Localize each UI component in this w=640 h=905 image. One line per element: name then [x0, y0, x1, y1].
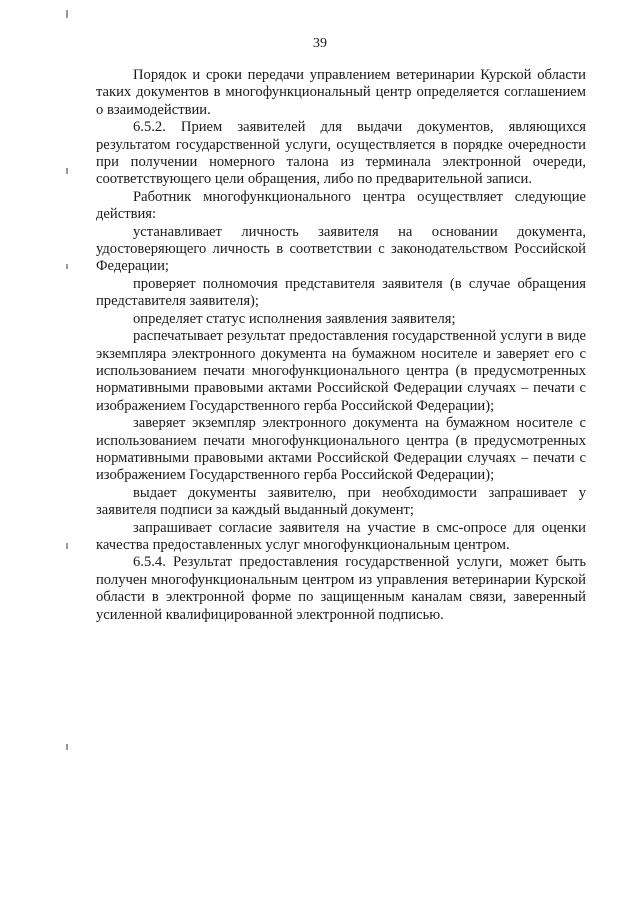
page-number: 39 — [313, 36, 327, 51]
paragraph-mfc-actions: Работник многофункционального центра осуществляет следующие действия: — [96, 188, 586, 223]
scan-mark — [66, 543, 68, 549]
document-body — [96, 67, 586, 624]
list-item-print-result: распечатывает результат предоставления государственной услуги в виде экземпляра электронного документа на бумажном носителе и заверяет его с использованием печати многофункционального центра (в предусмотренных нормативными правовыми актами Российской Федерации случаях – печати с изображением Государственного герба Российской Федерации); — [96, 328, 586, 414]
paragraph-transfer-terms: Порядок и сроки передачи управлением ветеринарии Курской области таких документов в многофункциональный центр определяется соглашением о взаимодействии. — [96, 67, 586, 118]
list-item-certify-copy: заверяет экземпляр электронного документа на бумажном носителе с использованием печати многофункционального центра (в предусмотренных нормативными правовыми актами Российской Федерации случаях – печати с изображением Государственного герба Российской Федерации); — [96, 415, 586, 484]
scan-mark — [66, 264, 68, 269]
list-item-check-authority: проверяет полномочия представителя заявителя (в случае обращения представителя заявителя); — [96, 275, 586, 310]
paragraph-6-5-4: 6.5.4. Результат предоставления государственной услуги, может быть получен многофункциональным центром из управления ветеринарии Курской области в электронной форме по защищенным каналам связи, заверенный усиленной квалифицированной электронной подписью. — [96, 554, 586, 623]
scan-mark — [66, 744, 68, 750]
list-item-status: определяет статус исполнения заявления заявителя; — [133, 310, 456, 327]
list-item-identify: устанавливает личность заявителя на основании документа, удостоверяющего личность в соответствии с законодательством Российской Федерации; — [96, 223, 586, 275]
scan-mark — [66, 168, 68, 174]
list-item-issue-documents: выдает документы заявителю, при необходимости запрашивает у заявителя подписи за каждый выданный документ; — [96, 484, 586, 519]
scan-mark — [66, 10, 68, 18]
list-item-sms-survey: запрашивает согласие заявителя на участие в смс-опросе для оценки качества предоставленных услуг многофункциональным центром. — [96, 519, 586, 553]
paragraph-6-5-2: 6.5.2. Прием заявителей для выдачи документов, являющихся результатом государственной услуги, осуществляется в порядке очередности при получении номерного талона из терминала электронной очереди, соответствующего цели обращения, либо по предварительной записи. — [96, 119, 586, 188]
